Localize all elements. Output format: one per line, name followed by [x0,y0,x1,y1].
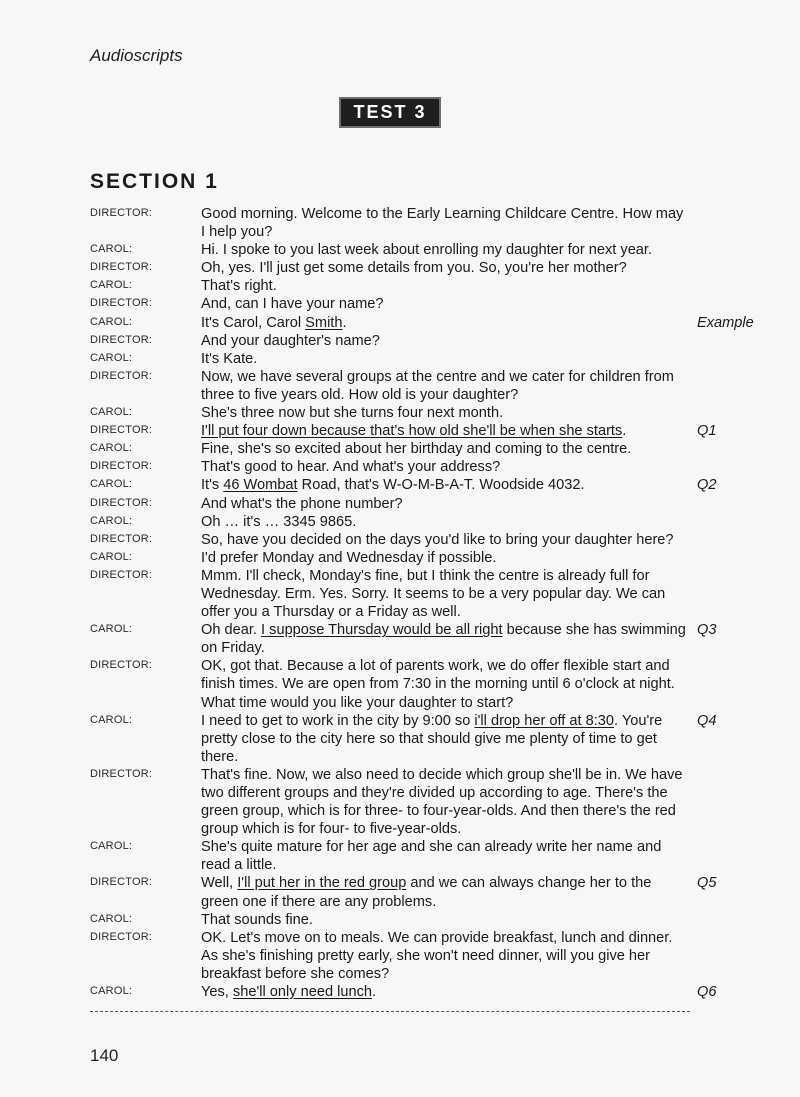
answer-underline: I'll put four down because that's how old she'll be when she starts [201,423,623,440]
speaker-name: CAROL: [90,550,133,563]
dialogue-line [201,911,691,929]
speaker-name: DIRECTOR: [90,460,153,473]
speaker-name: DIRECTOR: [90,261,153,274]
dialogue-line [201,567,691,621]
speaker-name: CAROL: [90,315,133,328]
dialogue-text: That sounds fine. [201,911,313,928]
dialogue-text: That's right. [201,278,277,295]
dialogue-row [90,657,770,711]
dialogue-text: Good morning. Welcome to the Early Learning Childcare Centre. How may I help you? [201,206,684,241]
dialogue-row [90,368,770,404]
dialogue-text: It's [201,477,224,494]
speaker-name: CAROL: [90,279,133,292]
dialogue-line [201,368,691,404]
question-marker: Q5 [697,875,717,892]
speaker-name: DIRECTOR: [90,930,153,943]
answer-underline: I suppose Thursday would be all right [261,622,503,639]
dialogue-text: And your daughter's name? [201,332,380,349]
dialogue-text: Fine, she's so excited about her birthday and coming to the centre. [201,441,632,458]
dialogue-row [90,838,770,874]
dialogue-line [201,513,691,531]
question-marker: Q1 [697,423,717,440]
dialogue-row [90,766,770,838]
dialogue-text: And what's the phone number? [201,495,403,512]
dialogue-row [90,983,770,1001]
dialogue-text: So, have you decided on the days you'd like to bring your daughter here? [201,531,674,548]
dialogue-text: Yes, [201,984,233,1001]
question-marker: Q6 [697,984,717,1001]
dialogue-line [201,332,691,350]
dialogue-text: . [372,984,377,1001]
answer-underline: 46 Wombat [223,477,298,494]
speaker-name: CAROL: [90,406,133,419]
dialogue-text: OK, got that. Because a lot of parents work, we do offer flexible start and finish times. We are open from 7:30 in the morning until 6 o'clock at night. What time would you like your daughter to start? [201,658,675,711]
dialogue-row [90,549,770,567]
dialogue-row [90,205,770,241]
dialogue-line [201,422,691,440]
speaker-name: CAROL: [90,351,133,364]
dialogue-row [90,513,770,531]
speaker-name: CAROL: [90,243,133,256]
dialogue-line [201,929,691,983]
dialogue-row [90,350,770,368]
dialogue-text: That's fine. Now, we also need to decide which group she'll be in. We have two different groups and they're divided up according to age. There's the green group, which is for three- to four-year-olds. And then there's the red group which is for four- to five-year-olds. [201,766,683,838]
dialogue-text: because she has swimming on Friday. [201,622,686,657]
speaker-name: DIRECTOR: [90,496,153,509]
dialogue-row [90,277,770,295]
dialogue-line [201,350,691,368]
dialogue-row [90,531,770,549]
speaker-name: DIRECTOR: [90,424,153,437]
dialogue-text: She's three now but she turns four next month. [201,405,504,422]
dialogue-row [90,332,770,350]
speaker-name: CAROL: [90,514,133,527]
dialogue-row [90,621,770,657]
dialogue-line [201,440,691,458]
dialogue-row [90,241,770,259]
question-marker: Q4 [697,712,717,729]
dialogue-text: That's good to hear. And what's your address? [201,459,501,476]
dialogue-text: Hi. I spoke to you last week about enrolling my daughter for next year. [201,242,653,259]
dialogue-row [90,440,770,458]
dialogue-row [90,712,770,766]
dialogue-text: Oh, yes. I'll just get some details from you. So, you're her mother? [201,260,627,277]
speaker-name: CAROL: [90,912,133,925]
dialogue-row [90,458,770,476]
speaker-name: DIRECTOR: [90,369,153,382]
dialogue-line [201,766,691,838]
dialogue-row [90,567,770,621]
speaker-name: CAROL: [90,713,133,726]
dialogue-text: Oh dear. [201,622,262,639]
dialogue-row [90,911,770,929]
question-marker: Q3 [697,622,717,639]
speaker-name: CAROL: [90,478,133,491]
dialogue-row [90,259,770,277]
dashed-rule [90,1011,690,1012]
dialogue-line [201,983,691,1001]
question-marker: Q2 [697,477,717,494]
speaker-name: CAROL: [90,623,133,636]
dialogue-text: And, can I have your name? [201,296,384,313]
speaker-name: CAROL: [90,442,133,455]
page-number: 140 [90,1046,119,1065]
speaker-name: DIRECTOR: [90,532,153,545]
dialogue-text: It's Kate. [201,350,258,367]
dialogue-line [201,404,691,422]
dialogue-line [201,259,691,277]
dialogue-row [90,476,770,494]
answer-underline: she'll only need lunch [232,984,373,1001]
answer-underline: I'll put her in the red group [237,875,407,892]
speaker-name: DIRECTOR: [90,207,153,219]
dialogue-line [201,838,691,874]
dialogue-text: Road, that's W-O-M-B-A-T. Woodside 4032. [297,477,585,494]
dialogue-row [90,295,770,313]
dialogue-text: Mmm. I'll check, Monday's fine, but I think the centre is already full for Wednesday. Erm. Yes. Sorry. It seems to be a very popular day. We can offer you a Thursday or a Friday as well. [201,567,666,621]
dialogue-text: It's Carol, Carol [201,314,306,331]
dialogue-text: . You're pretty close to the city here so that should give me plenty of time to get there. [201,712,663,765]
dialogue-line [201,241,691,259]
question-marker: Example [697,314,754,331]
dialogue-line [201,621,691,657]
dialogue-line [201,295,691,313]
dialogue-line [201,476,691,494]
dialogue-line [201,205,691,241]
audioscripts-label: Audioscripts [90,46,183,65]
dialogue-line [201,874,691,910]
answer-underline: i'll drop her off at 8:30 [474,712,615,729]
dialogue-text: OK. Let's move on to meals. We can provide breakfast, lunch and dinner. As she's finishing pretty early, she won't need dinner, will you give her breakfast before she comes? [201,929,673,982]
speaker-name: DIRECTOR: [90,767,153,780]
dialogue-text: Now, we have several groups at the centre and we cater for children from three to five years old. How old is your daughter? [201,368,674,403]
dialogue-line [201,549,691,567]
dialogue-line [201,657,691,711]
speaker-name: CAROL: [90,985,133,998]
speaker-name: DIRECTOR: [90,659,153,672]
answer-underline: Smith [305,314,343,331]
dialogue-text: Well, [201,875,238,892]
dialogue-row [90,314,770,332]
dialogue-line [201,531,691,549]
section-heading: SECTION 1 [90,170,219,193]
dialogue-line [201,712,691,766]
dialogue-text: and we can always change her to the green one if there are any problems. [201,875,652,910]
dialogue-text: She's quite mature for her age and she can already write her name and read a little. [201,839,662,874]
dialogue-row [90,422,770,440]
dialogue-line [201,458,691,476]
dialogue-row [90,495,770,513]
speaker-name: DIRECTOR: [90,333,153,346]
dialogue-text: I'd prefer Monday and Wednesday if possible. [201,549,497,566]
dialogue-text: I need to get to work in the city by 9:00 so [201,712,475,729]
speaker-name: DIRECTOR: [90,876,153,889]
dialogue-line [201,277,691,295]
dialogue-row [90,404,770,422]
speaker-name: CAROL: [90,840,133,853]
dialogue-row [90,874,770,910]
dialogue-text: . [342,314,347,331]
dialogue-row [90,929,770,983]
test-badge: TEST 3 [339,97,441,128]
dialogue-line [201,495,691,513]
speaker-name: DIRECTOR: [90,297,153,310]
transcript [90,205,770,1001]
dialogue-line [201,314,691,332]
dialogue-text: Oh … it's … 3345 9865. [201,513,357,530]
dialogue-text: . [622,423,627,440]
speaker-name: DIRECTOR: [90,568,153,581]
